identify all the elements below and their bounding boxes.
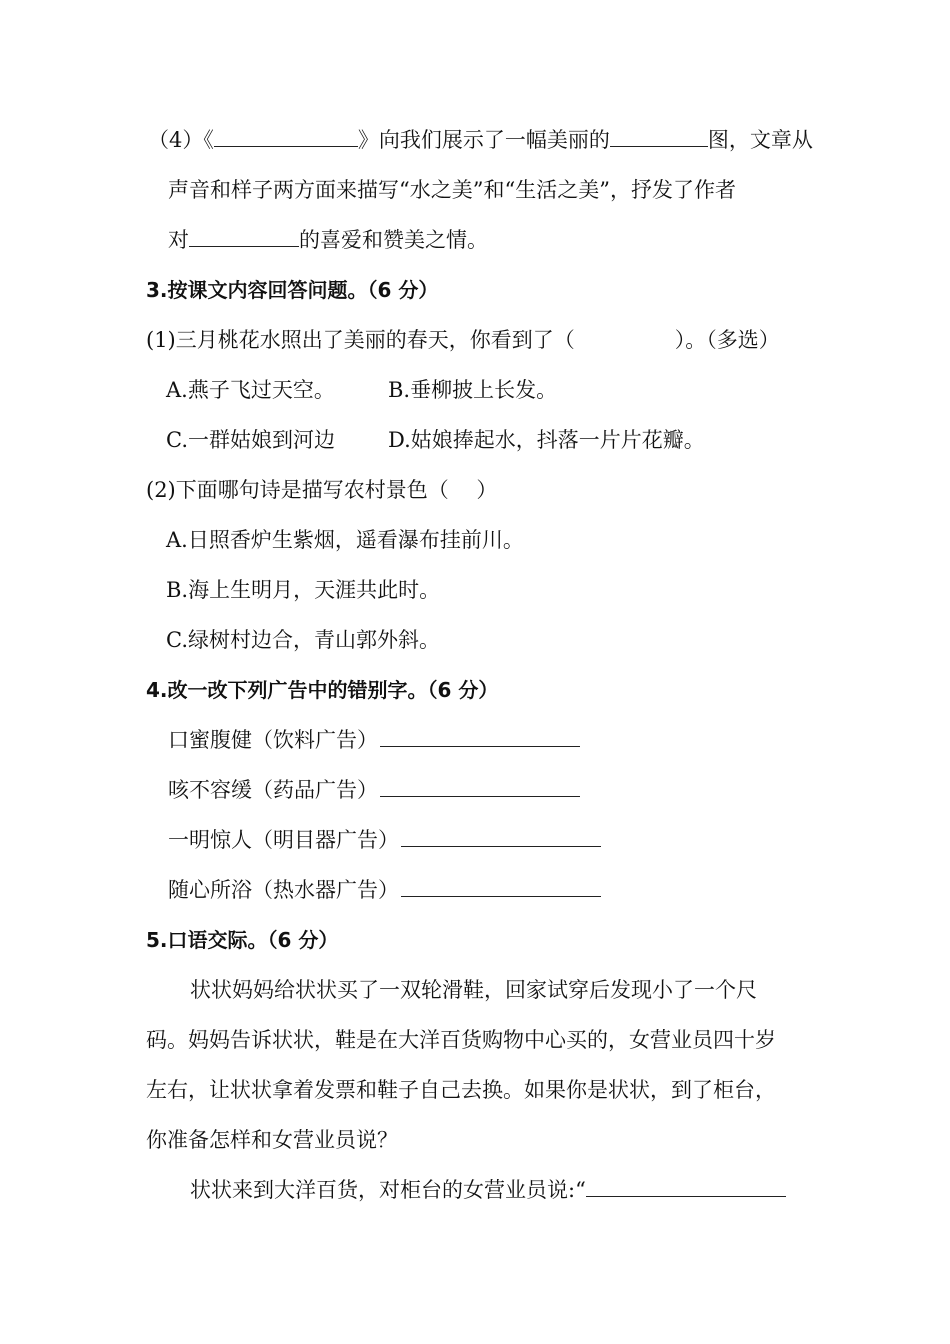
q3-sub2-option-c: C.绿树村边合，青山郭外斜。 <box>166 628 440 652</box>
q2-item4-line1-suffix: 图，文章从 <box>707 128 813 152</box>
q3-sub2-prompt: (2)下面哪句诗是描写农村景色（ ） <box>146 478 498 502</box>
q3-heading: 3.按课文内容回答问题。（6 分） <box>146 278 439 302</box>
q4-item-1-text: 口蜜腹健（饮料广告） <box>168 728 378 752</box>
q5-paragraph-line1: 状状妈妈给状状买了一双轮滑鞋，回家试穿后发现小了一个尺 <box>190 978 757 1002</box>
q3-sub1-option-b: B.垂柳披上长发。 <box>388 378 558 402</box>
q3-sub2-option-b: B.海上生明月，天涯共此时。 <box>166 578 441 602</box>
q3-sub1-option-c: C.一群姑娘到河边 <box>166 428 335 452</box>
q4-item-4 <box>168 876 601 904</box>
q5-heading: 5.口语交际。（6 分） <box>146 928 339 952</box>
q2-item4-line2: 声音和样子两方面来描写“水之美”和“生活之美”，抒发了作者 <box>168 178 736 202</box>
q3-sub1-prompt <box>146 326 780 354</box>
q4-item-2 <box>168 776 580 804</box>
q5-paragraph-line3: 左右，让状状拿着发票和鞋子自己去换。如果你是状状，到了柜台， <box>146 1078 776 1102</box>
q5-answer-line <box>190 1176 786 1204</box>
q2-item4-line3-suffix: 的喜爱和赞美之情。 <box>299 228 488 252</box>
q5-paragraph-line2: 码。妈妈告诉状状，鞋是在大洋百货购物中心买的，女营业员四十岁 <box>146 1028 776 1052</box>
q4-item-4-text: 随心所浴（热水器广告） <box>168 878 399 902</box>
q5-answer-blank[interactable] <box>586 1176 786 1197</box>
q2-item4-line1 <box>148 126 813 154</box>
q4-item-2-blank[interactable] <box>380 776 580 797</box>
q3-sub1-option-d: D.姑娘捧起水，抖落一片片花瓣。 <box>388 428 705 452</box>
q4-item-4-blank[interactable] <box>401 876 601 897</box>
q4-heading: 4.改一改下列广告中的错别字。（6 分） <box>146 678 499 702</box>
q2-item4-line3-prefix: 对 <box>168 228 189 252</box>
q3-sub1-option-a: A.燕子飞过天空。 <box>166 378 335 402</box>
q3-sub1-prompt-suffix: ）。（多选） <box>674 328 780 352</box>
q4-item-2-text: 咳不容缓（药品广告） <box>168 778 378 802</box>
q2-item4-line3 <box>168 226 488 254</box>
q4-item-3 <box>168 826 601 854</box>
picture-blank[interactable] <box>610 126 708 147</box>
object-blank[interactable] <box>189 226 299 247</box>
q4-item-3-text: 一明惊人（明目器广告） <box>168 828 399 852</box>
q3-sub2-option-a: A.日照香炉生紫烟，遥看瀑布挂前川。 <box>166 528 524 552</box>
q4-item-1-blank[interactable] <box>380 726 580 747</box>
q3-sub1-prompt-prefix: (1)三月桃花水照出了美丽的春天，你看到了（ <box>146 328 575 352</box>
q4-item-3-blank[interactable] <box>401 826 601 847</box>
q5-answer-prefix: 状状来到大洋百货，对柜台的女营业员说:“ <box>190 1178 586 1202</box>
q2-item4-line1-middle: 》向我们展示了一幅美丽的 <box>357 128 610 152</box>
q4-item-1 <box>168 726 580 754</box>
title-blank[interactable] <box>214 126 358 147</box>
q5-paragraph-line4: 你准备怎样和女营业员说？ <box>146 1128 398 1152</box>
q2-item4-line1-prefix: （4）《 <box>148 128 214 152</box>
